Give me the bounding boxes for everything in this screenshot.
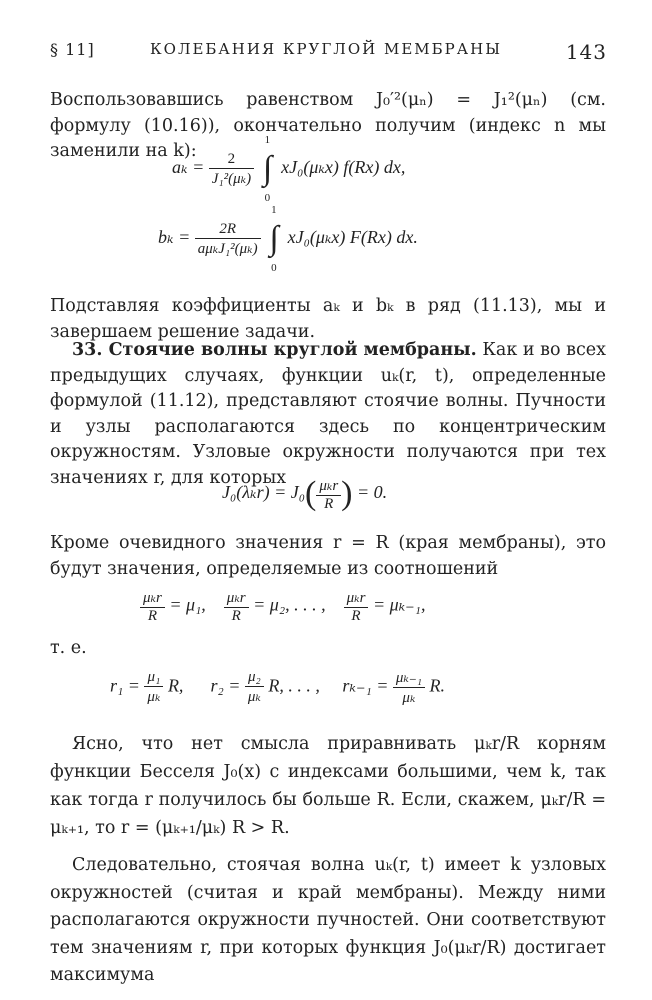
ratio-numerator: μₖr (344, 588, 369, 608)
formula-ak-fraction (209, 151, 254, 188)
formula-node-denominator: R (324, 495, 334, 512)
rk-fraction (393, 668, 425, 707)
formula-node-fraction (316, 476, 341, 513)
formula-bk-fraction (195, 221, 261, 258)
paragraph-conclusion: Следовательно, стоячая волна uₖ(r, t) имеет k узловых окружностей (считая и край мембраны). Между ними располагаются окружности пучностей. Они соответствуют тем значениям r, при которых функция J₀(μₖr/R) достигает максимума (50, 855, 606, 985)
section-heading: 33. Стоячие волны круглой мембраны. (72, 340, 477, 360)
r1-lhs: r₁ = (110, 675, 140, 696)
ratio-value-1: = μ₁, (169, 594, 206, 615)
formula-ak-denominator: J₁²(μₖ) (211, 170, 252, 187)
formula-bk-integrand: xJ₀(μₖx) F(Rx) dx. (287, 227, 418, 248)
ratio-fraction-2 (224, 588, 249, 625)
rk-rhs: R. (429, 675, 445, 696)
ratio-fraction-3 (344, 588, 369, 625)
page-number: 143 (565, 40, 607, 64)
integral-lower-limit: 0 (271, 262, 277, 274)
r1-fraction (144, 669, 163, 706)
formula-node-lhs: J₀(λₖr) = J₀ (222, 482, 305, 503)
paragraph-substitution: Подставляя коэффициенты aₖ и bₖ в ряд (11.13), мы и завершаем решение задачи. (50, 296, 606, 342)
formula-node-equation (222, 475, 387, 513)
r1-denominator: μₖ (147, 689, 161, 705)
ratio-value-2: = μ₂, . . . , (253, 594, 326, 615)
paragraph-bessel-roots: Ясно, что нет смысла приравнивать μₖr/R корням функции Бесселя J₀(x) с индексами большими, чем k, так как тогда r получилось бы больше R. Если, скажем, μₖr/R = μₖ₊₁, то r = (μₖ₊₁/μₖ) R > R. (50, 734, 606, 838)
formula-radii (110, 668, 445, 707)
formula-node-rhs: = 0. (357, 482, 388, 503)
rk-lhs: rₖ₋₁ = (342, 675, 389, 696)
formula-node-numerator: μₖr (316, 476, 341, 496)
r1-numerator: μ₁ (144, 669, 163, 687)
formula-bk-numerator: 2R (195, 221, 261, 239)
integral-lower-limit: 0 (264, 192, 271, 204)
formula-ak-numerator: 2 (209, 151, 254, 169)
ratio-numerator: μₖr (140, 588, 165, 608)
ratio-denominator: R (231, 608, 241, 624)
r1-rhs: R, (167, 675, 184, 696)
formula-ratios (140, 588, 425, 625)
ratio-numerator: μₖr (224, 588, 249, 608)
formula-bk (158, 204, 418, 274)
integral-upper-limit: 1 (271, 204, 277, 216)
integral-upper-limit: 1 (264, 134, 271, 146)
right-paren: ) (341, 475, 353, 512)
paragraph-ie: т. е. (50, 638, 87, 658)
paragraph-other-values: Кроме очевидного значения r = R (края мембраны), это будут значения, определяемые из соотношений (50, 533, 606, 579)
r2-numerator: μ₂ (245, 669, 264, 687)
r2-denominator: μₖ (247, 689, 261, 705)
r2-rhs: R, . . . , (268, 675, 320, 696)
paragraph-standing-waves-body: Как и во всех предыдущих случаях, функции uₖ(r, t), определенные формулой (11.12), представляют стоячие волны. Пучности и узлы располагаются здесь по концентрическим окружностям. Узловые окружности получаются при тех значениях r, для которых (50, 340, 606, 488)
paragraph-intro: Воспользовавшись равенством J₀′²(μₙ) = J₁²(μₙ) (см. формулу (10.16)), окончательно получим (индекс n мы заменили на k): (50, 90, 606, 161)
ratio-fraction-1 (140, 588, 165, 625)
formula-ak-lhs: aₖ = (172, 157, 205, 178)
running-title: КОЛЕБАНИЯ КРУГЛОЙ МЕМБРАНЫ (150, 40, 502, 58)
r2-lhs: r₂ = (210, 675, 241, 696)
left-paren: ( (305, 475, 317, 512)
formula-bk-lhs: bₖ = (158, 227, 191, 248)
paragraph-standing-waves (50, 338, 606, 491)
formula-ak (172, 134, 406, 204)
rk-denominator: μₖ (402, 690, 416, 706)
formula-ak-integrand: xJ₀(μₖx) f(Rx) dx, (281, 157, 406, 178)
ratio-denominator: R (147, 608, 157, 624)
ratio-value-3: = μₖ₋₁, (372, 594, 426, 615)
integral-sign: ∫ 1 0 (269, 204, 279, 274)
formula-bk-denominator: aμₖJ₁²(μₖ) (197, 240, 258, 257)
ratio-denominator: R (351, 608, 361, 624)
rk-numerator: μₖ₋₁ (393, 668, 425, 688)
r2-fraction (245, 669, 264, 706)
integral-sign: ∫ 1 0 (262, 134, 273, 204)
section-marker: § 11] (50, 40, 95, 59)
